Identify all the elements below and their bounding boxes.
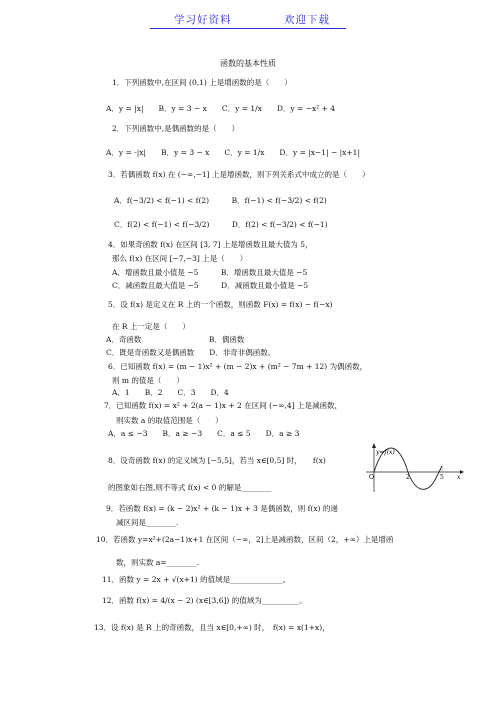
question-line: 8．设奇函数 f(x) 的定义域为 [−5,5]，若当 x∈[0,5] 时， f(x) xyxy=(108,456,326,465)
question-line: 3．若偶函数 f(x) 在 (−∞,−1] 上是增函数，则下列关系式中成立的是（ ） xyxy=(108,170,370,179)
question-line: A．1 B．2 C．3 D．4 xyxy=(112,388,229,397)
question-line: A．f(−3/2) < f(−1) < f(2) B．f(−1) < f(−3/2) < f(2) xyxy=(114,196,327,205)
question-line: 12．函数 f(x) = 4/(x − 2) (x∈[3,6]) 的值域为__________。 xyxy=(102,596,307,605)
question-line: 的图象如右图,则不等式 f(x) < 0 的解是________ xyxy=(108,483,272,492)
question-line: 则 m 的值是（ ） xyxy=(112,376,184,385)
x-axis-arrow xyxy=(460,470,464,474)
y-axis-arrow xyxy=(372,443,376,448)
header-left: 学习好资料 xyxy=(174,14,232,26)
question-line: A．a ≤ −3 B．a ≥ −3 C．a ≤ 5 D．a ≥ 3 xyxy=(108,429,300,438)
question-line: 7．已知函数 f(x) = x² + 2(a − 1)x + 2 在区间 (−∞,4] 上是减函数， xyxy=(104,401,343,410)
x-axis-label: x xyxy=(457,474,461,481)
function-graph xyxy=(364,442,464,494)
question-line: 2．下列函数中,是偶函数的是（ ） xyxy=(112,124,240,133)
question-line: C．既是奇函数又是偶函数 D．非奇非偶函数。 xyxy=(106,348,276,357)
question-line: 9．若函数 f(x) = (k − 2)x² + (k − 1)x + 3 是偶函数，则 f(x) 的递 xyxy=(106,504,338,513)
end-label: 5 xyxy=(440,474,444,481)
page-header xyxy=(0,6,496,34)
question-line: 13．设 f(x) 是 R 上的奇函数，且当 x∈[0,+∞) 时， f(x) = x(1+x)， xyxy=(94,623,330,632)
question-line: 1．下列函数中,在区间 (0,1) 上是增函数的是（ ） xyxy=(112,78,292,87)
question-line: 在 R 上一定是（ ） xyxy=(112,322,190,331)
question-line: 10．若函数 y=x²+(2a−1)x+1 在区间（−∞，2]上是减函数，区间（2，+∞）上是增函 xyxy=(96,535,394,544)
graph-label: y=f(x) xyxy=(376,449,395,456)
question-line: 5．设 f(x) 是定义在 R 上的一个函数，则函数 F(x) = f(x) − f(−x) xyxy=(108,300,333,309)
question-line: A．y = |x| B．y = 3 − x C．y = 1/x D．y = −x² + 4 xyxy=(106,104,336,113)
question-line: 减区间是________. xyxy=(116,518,179,527)
question-line: 数，则实数 a=________. xyxy=(116,558,200,567)
question-line: C．减函数且最大值是 −5 D．减函数且最小值是 −5 xyxy=(112,281,309,290)
header-right: 欢迎下载 xyxy=(284,14,330,26)
header-underline xyxy=(150,28,346,29)
question-line: 则实数 a 的取值范围是（ ） xyxy=(116,416,223,425)
question-line: C．f(2) < f(−1) < f(−3/2) D．f(2) < f(−3/2) < f(−1) xyxy=(114,220,328,229)
tick-label: 2 xyxy=(406,474,410,481)
question-line: A．增函数且最小值是 −5 B．增函数且最大值是 −5 xyxy=(112,268,308,277)
question-line: 4．如果奇函数 f(x) 在区间 [3, 7] 上是增函数且最大值为 5， xyxy=(108,240,313,249)
question-line: 那么 f(x) 在区间 [−7,−3] 上是（ ） xyxy=(112,254,248,263)
question-line: 11．函数 y = 2x + √(x+1) 的值域是______________。 xyxy=(102,575,291,584)
page-title: 函数的基本性质 xyxy=(220,59,276,68)
question-line: A．y = -|x| B．y = 3 − x C．y = 1/x D．y = |x−1| − |x+1| xyxy=(106,148,360,157)
origin-label: O xyxy=(369,474,374,481)
question-line: A．奇函数 B．偶函数 xyxy=(106,335,245,344)
question-line: 6．已知函数 f(x) = (m − 1)x² + (m − 2)x + (m² − 7m + 12) 为偶函数， xyxy=(108,362,368,371)
